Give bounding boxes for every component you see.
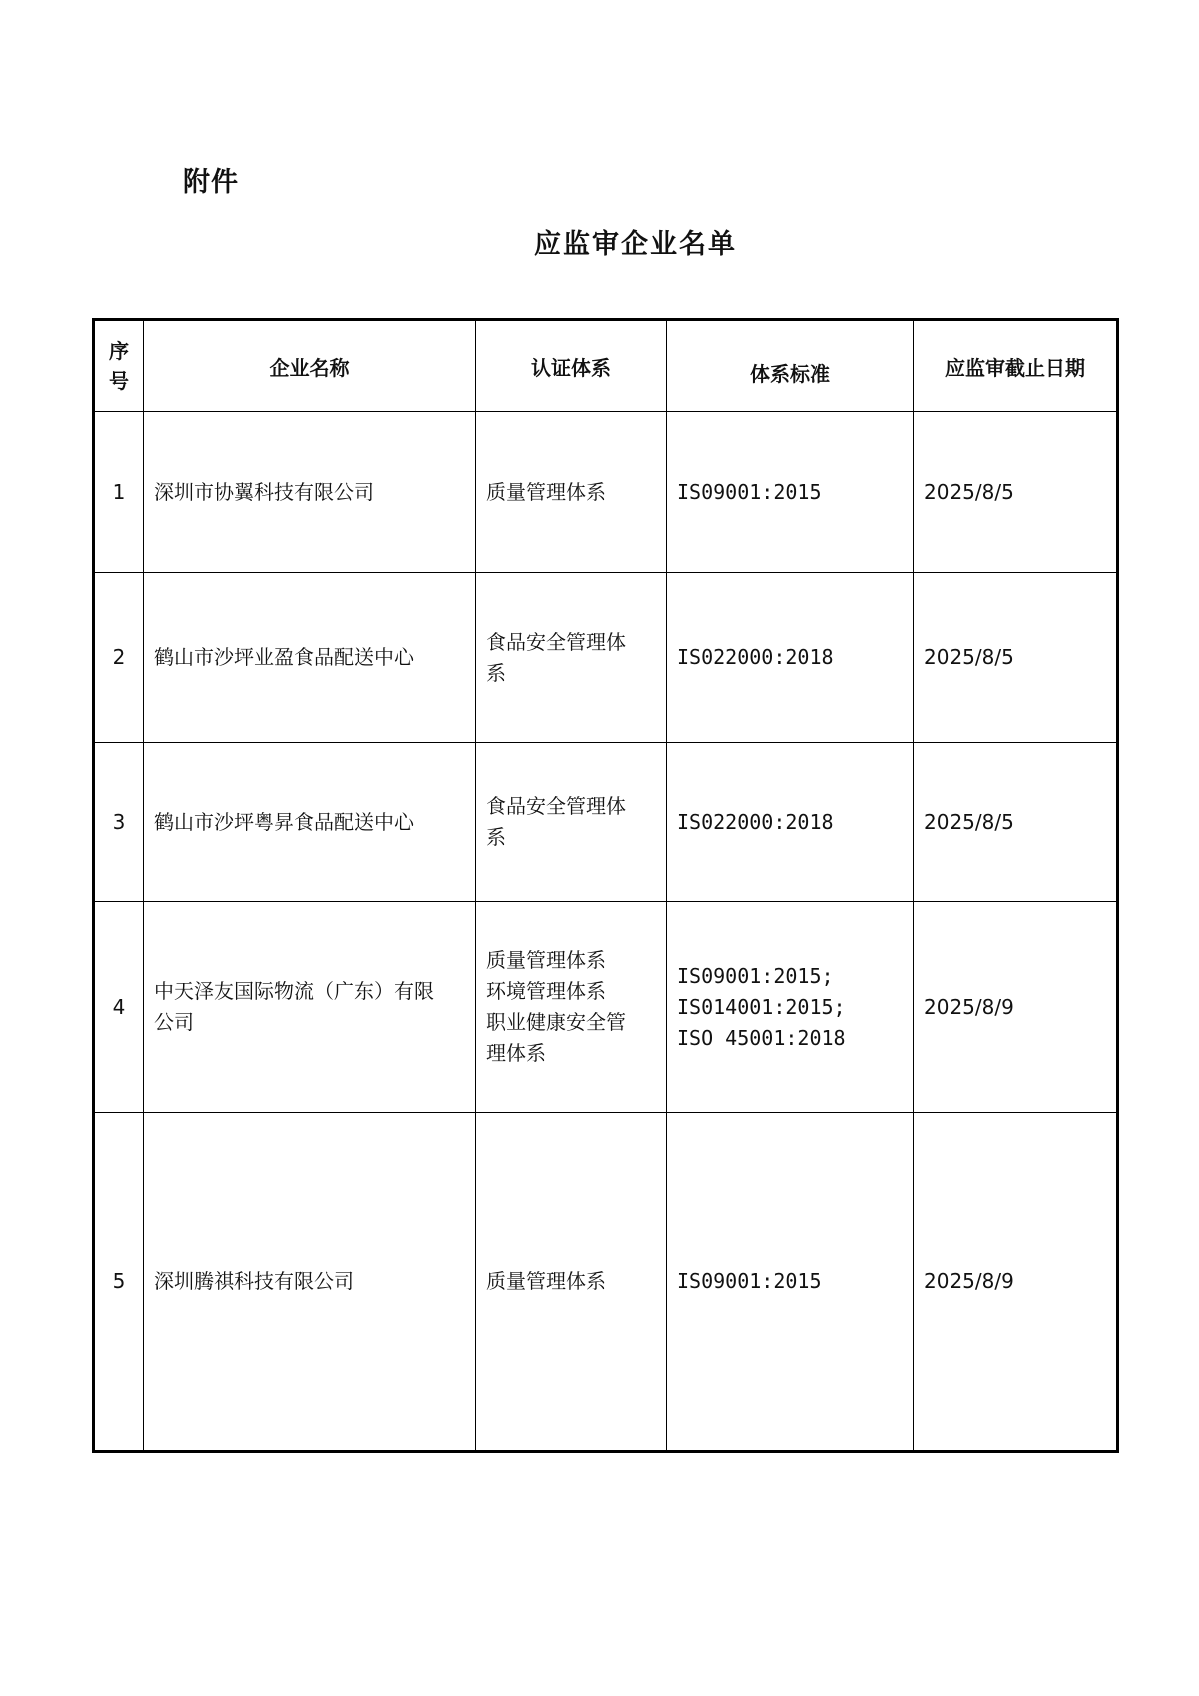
document-title: 应监审企业名单 [534,229,737,260]
cell-line: 系 [486,660,506,685]
cell-line: IS014001:2015; [677,994,846,1019]
cell-line: 理体系 [486,1041,546,1065]
cell-line: 中天泽友国际物流（广东）有限 [154,979,434,1003]
cell-seq: 4 [94,902,144,1113]
cell-line: IS09001:2015; [677,963,834,988]
header-standard: 体系标准 [667,320,914,412]
table-row [94,743,1118,902]
cell-standard [667,1113,914,1452]
cell-standard [667,902,914,1113]
cell-seq: 5 [94,1113,144,1452]
cell-line: IS022000:2018 [677,645,834,669]
table-row [94,412,1118,573]
cell-system [476,573,667,743]
cell-company [144,902,476,1113]
cell-company [144,1113,476,1452]
cell-line: ISO 45001:2018 [677,1025,846,1050]
cell-seq: 1 [94,412,144,573]
cell-line: IS09001:2015 [677,1269,822,1293]
header-seq: 序号 [94,320,144,412]
table-row [94,1113,1118,1452]
company-list-table [92,318,1119,1453]
cell-deadline: 2025/8/5 [914,573,1118,743]
cell-company [144,412,476,573]
cell-line: IS022000:2018 [677,809,834,834]
header-system: 认证体系 [476,320,667,412]
cell-company [144,743,476,902]
cell-standard [667,743,914,902]
cell-line: 质量管理体系 [486,948,606,972]
cell-deadline: 2025/8/5 [914,743,1118,902]
header-deadline: 应监审截止日期 [914,320,1118,412]
cell-system [476,412,667,573]
cell-line: 公司 [154,1010,194,1034]
cell-deadline: 2025/8/5 [914,412,1118,573]
cell-system [476,1113,667,1452]
attachment-label: 附件 [183,167,239,198]
cell-line: 鹤山市沙坪业盈食品配送中心 [154,645,414,669]
cell-system [476,902,667,1113]
cell-standard [667,412,914,573]
cell-deadline: 2025/8/9 [914,1113,1118,1452]
cell-seq: 3 [94,743,144,902]
cell-seq: 2 [94,573,144,743]
cell-deadline: 2025/8/9 [914,902,1118,1113]
header-company: 企业名称 [144,320,476,412]
cell-standard [667,573,914,743]
cell-line: 环境管理体系 [486,979,606,1003]
cell-line: 深圳腾祺科技有限公司 [154,1269,354,1293]
cell-line: 职业健康安全管 [486,1010,626,1034]
cell-line: 深圳市协翼科技有限公司 [154,479,374,504]
cell-line: 食品安全管理体 [486,794,626,818]
cell-line: 质量管理体系 [486,1269,606,1293]
table-header-row [94,320,1118,412]
table-row [94,573,1118,743]
cell-line: 质量管理体系 [486,479,606,504]
table-row [94,902,1118,1113]
cell-line: 鹤山市沙坪粤昇食品配送中心 [154,809,414,834]
cell-line: 食品安全管理体 [486,629,626,654]
cell-line: 系 [486,825,506,849]
cell-company [144,573,476,743]
cell-line: IS09001:2015 [677,479,822,504]
cell-system [476,743,667,902]
